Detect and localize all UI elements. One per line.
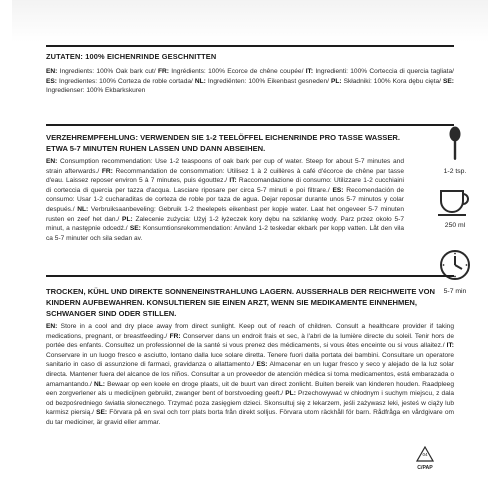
warning-lang-code: NL: (93, 380, 105, 388)
warning-lang-code: IT: (446, 342, 454, 350)
ingredients-text (46, 67, 454, 96)
usage-lang-text: Zalecenie zużycia: Użyj 1-2 łyżeczek kory dębu na szklankę wody. Parz przez około 5-7 minut, a następnie odcedź./ (46, 215, 404, 233)
warning-lang-text: Conservare in un luogo fresco e asciutto, lontano dalla luce solare diretta. Tenere fuori dalla portata dei bambini. Consultare un operatore sanitario in caso di assunzione di farmaci, gravidanza o allattamento./ (46, 351, 454, 369)
ingredient-lang-code: NL: (194, 77, 206, 85)
warning-lang-text: Bewaar op een koele en droge plaats, uit de buurt van direct zonlicht. Buiten bereik van kinderen houden. Raadpleeg een zorgverlener als u medicijnen gebruikt, zwanger bent of borstvoeding geeft./ (46, 380, 454, 398)
divider-top (46, 45, 454, 47)
spoon-icon (440, 125, 470, 163)
warning-lang-text: Almacenar en un lugar fresco y seco y alejado de la luz solar directa. Mantener fuera del alcance de los niños. Consultar a un proveedor de atención médica si toma medicamentos, está embarazada o amamantando./ (46, 361, 454, 388)
usage-lang-code: FR: (101, 167, 113, 175)
ingredient-lang-text: Ingredienser: 100% Ekbarkskuren (46, 87, 146, 95)
recycle-mark (412, 446, 438, 471)
ingredient-lang-code: PL: (330, 77, 342, 85)
usage-lang-text: Recommandation de consommation: Utilisez 1 à 2 cuillères à café d'écorce de chêne par tasse d'eau. Laissez reposer environ 5 à 7 minutes, puis égouttez./ (46, 167, 405, 185)
ingredients-title: ZUTATEN: 100% EICHENRINDE GESCHNITTEN (46, 52, 217, 61)
warning-lang-code: SE: (96, 409, 108, 417)
clock-label: 5-7 min (443, 288, 467, 295)
ingredient-lang-code: IT: (305, 68, 314, 75)
cup-label: 250 ml (444, 222, 466, 229)
ingredient-lang-code: ES: (46, 77, 57, 85)
storage-text (46, 322, 454, 428)
warning-lang-code: EN: (46, 323, 58, 330)
ingredient-lang-text: Składniki: 100% Kora dębu cięta/ (341, 77, 443, 85)
ingredient-lang-text: Ingredients: 100% Oak bark cut/ (57, 68, 159, 75)
ingredient-lang-text: Ingrediënten: 100% Eikenbast gesneden/ (205, 77, 331, 85)
usage-lang-code: SE: (129, 225, 141, 233)
usage-lang-text: Recomendación de consumo: Usar 1-2 cucharaditas de corteza de roble por taza de agua. Dejar reposar durante unos 5-7 minutos y colar después./ (46, 186, 404, 213)
usage-lang-text: Konsumtionsrekommendation: Använd 1-2 teskedar ekbark per kopp vatten. Låt den vila ca 5-7 minuter och sila sedan av. (46, 225, 404, 242)
ingredient-lang-text: Ingrédients: 100% Ecorce de chêne coupée/ (169, 68, 306, 75)
usage-lang-text: Consumption recommendation: Use 1-2 teaspoons of oak bark per cup of water. Steep for about 5-7 minutes and strain afterwards./ (46, 158, 404, 175)
divider-usage (46, 124, 454, 126)
usage-lang-code: ES: (332, 186, 344, 194)
cup-icon (435, 183, 475, 217)
usage-lang-code: NL: (77, 205, 89, 213)
ingredient-lang-code: FR: (158, 68, 170, 75)
usage-lang-code: EN: (46, 158, 58, 165)
warning-lang-text: Conserver dans un endroit frais et sec, à l'abri de la lumière directe du soleil. Tenir hors de portée des enfants. Consultez un professionnel de la santé si vous prenez des médicaments, si vous êtes enceinte ou si vous allaitez./ (46, 332, 454, 350)
storage-title: TROCKEN, KÜHL UND DIREKTE SONNENEINSTRAHLUNG LAGERN. AUSSERHALB DER REICHWEITE VON KINDERN AUFBEWAHREN. KONSULTIEREN SIE EINEN ARZT, WENN SIE MEDIKAMENTE EINNEHMEN, SCHWANGER SIND ODER STILLEN. (46, 287, 435, 318)
ingredient-lang-code: SE: (443, 77, 454, 85)
spoon-block (430, 125, 480, 175)
divider-storage (46, 275, 454, 277)
cup-block (430, 183, 480, 229)
warning-lang-text: Store in a cool and dry place away from direct sunlight. Keep out of reach of children. Consult a healthcare provider if taking medications, pregnant, or breastfeeding./ (46, 323, 454, 340)
ingredient-lang-text: Ingredienti: 100% Corteccia di quercia tagliata/ (313, 68, 454, 75)
ingredient-lang-text: Ingredientes: 100% Corteza de roble cortada/ (57, 77, 195, 85)
warning-lang-code: ES: (256, 361, 268, 369)
usage-lang-text: Verbruiksaanbeveling: Gebruik 1-2 theelepels eikenbast per kopje water. Laat het ongeveer 5-7 minuten rusten en zeef het dan./ (46, 205, 404, 223)
usage-lang-code: IT: (229, 177, 237, 185)
top-shadow-band (12, 0, 488, 42)
usage-text (46, 157, 404, 243)
ingredient-lang-code: EN: (46, 68, 58, 75)
warning-lang-code: PL: (285, 390, 296, 398)
warning-lang-code: FR: (169, 332, 181, 340)
usage-lang-text: Raccomandazione di consumo: Utilizzare 1-2 cucchiaini di corteccia di quercia per tazza d'acqua. Lasciare riposare per circa 5-7 minuti e poi filtrare./ (46, 177, 405, 194)
usage-title: VERZEHREMPFEHLUNG: VERWENDEN SIE 1-2 TEELÖFFEL EICHENRINDE PRO TASSE WASSER. ETWA 5-7 MINUTEN RUHEN LASSEN UND DANN ABSEIHEN. (46, 133, 400, 153)
usage-lang-code: PL: (122, 215, 133, 223)
recycle-code: C/PAP (417, 465, 433, 471)
warning-lang-text: Förvara på en sval och torr plats borta från direkt solljus. Förvara utom räckhåll för barn. Rådfråga en vårdgivare om du tar mediciner, är gravid eller ammar. (46, 409, 454, 426)
warning-lang-text: Przechowywać w chłodnym i suchym miejscu, z dala od bezpośredniego światła słonecznego. Trzymać poza zasięgiem dzieci. Skonsultuj się z lekarzem, jeśli zażywasz leki, jesteś w ciąży lub karmisz piersią./ (46, 390, 454, 417)
product-label (12, 0, 488, 500)
recycle-number: 04 (422, 452, 428, 457)
spoon-label: 1-2 tsp. (443, 168, 467, 175)
clock-icon (437, 247, 473, 283)
